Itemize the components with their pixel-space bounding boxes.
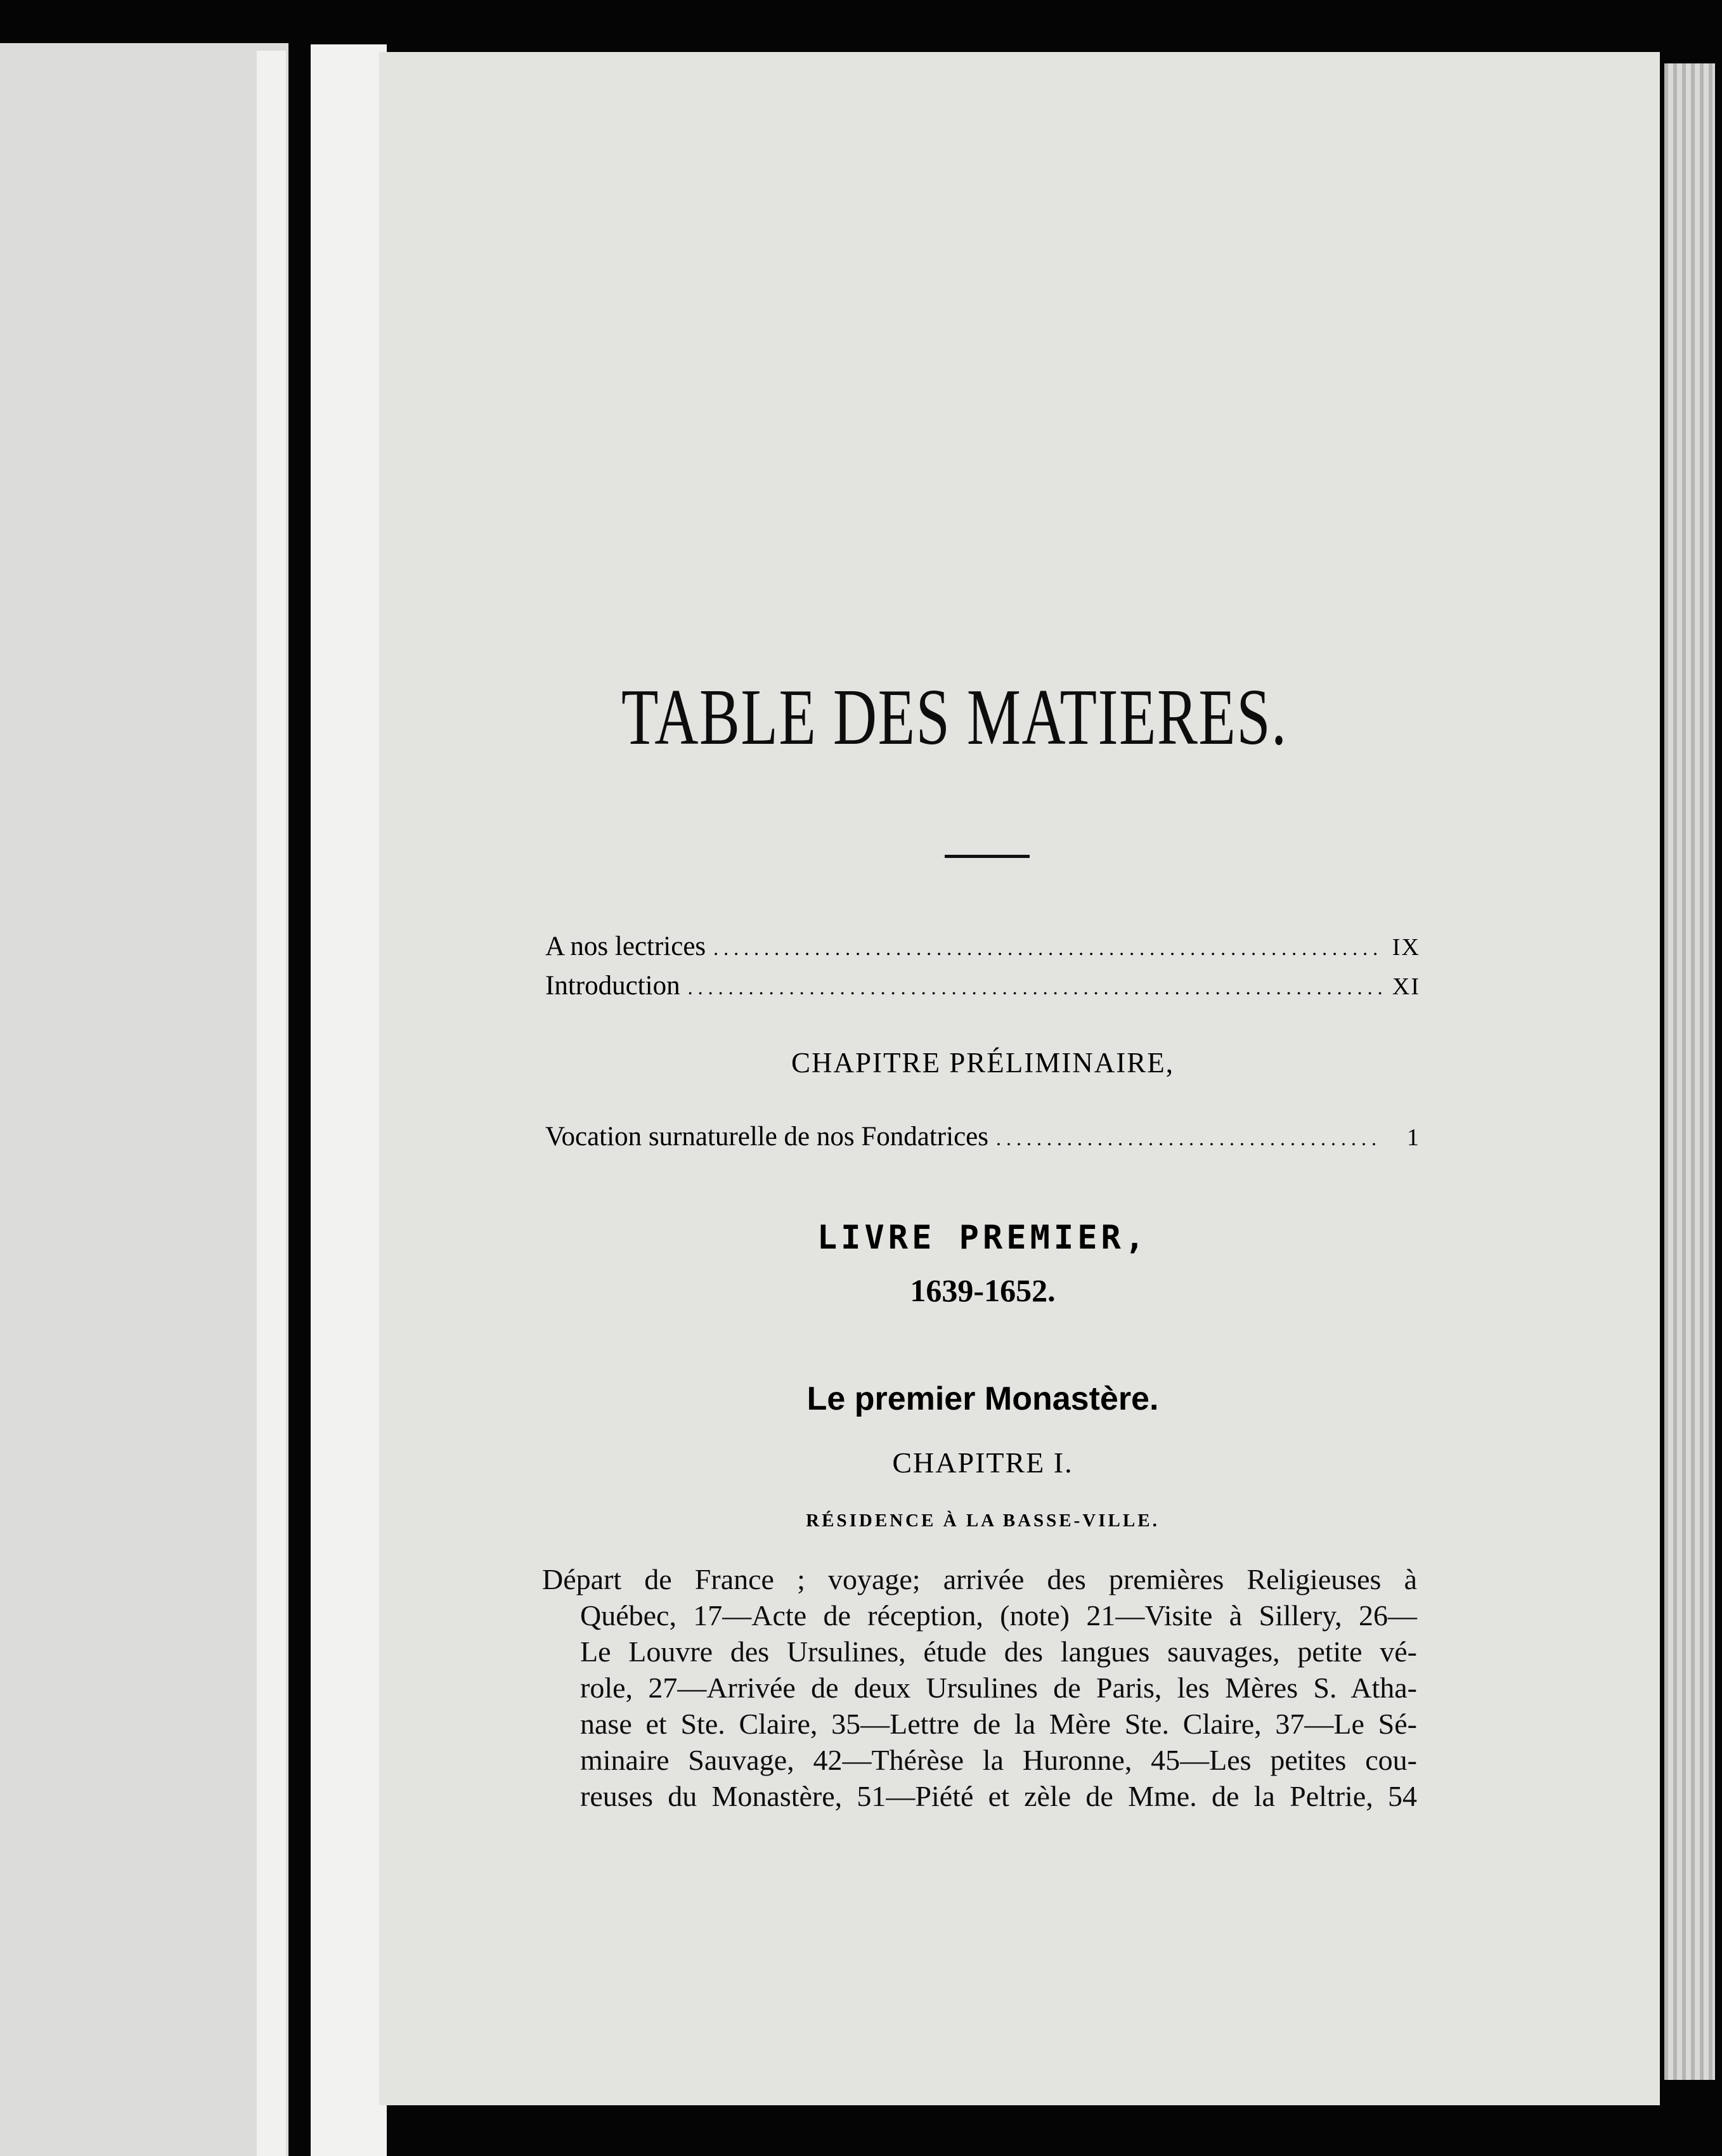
leader-dots [688,976,1382,999]
summary-line: reuses du Monastère, 51—Piété et zèle de Mme. de la Peltrie, 54 [580,1780,1417,1812]
book-gutter [257,51,286,2156]
toc-entry-page: IX [1392,934,1420,961]
summary-line: minaire Sauvage, 42—Thérèse la Huronne, 45—Les petites cou- [580,1744,1417,1776]
book-years: 1639-1652. [910,1273,1056,1308]
book-heading: LIVRE PREMIER, [817,1219,1149,1257]
page-strip [311,44,387,2156]
chapter-summary [542,1561,1417,1814]
leader-dots [713,937,1382,960]
toc-entry-vocation [545,1121,1420,1159]
summary-line: Le Louvre des Ursulines, étude des langues sauvages, petite vé- [580,1635,1417,1668]
toc-entry-label: Introduction [545,971,680,1001]
page-title: TABLE DES MATIERES. [621,673,1288,762]
toc-entry-label: A nos lectrices [545,932,706,961]
summary-line: nase et Ste. Claire, 35—Lettre de la Mère Ste. Claire, 37—Le Sé- [580,1708,1417,1740]
toc-entry-lectrices [545,931,1420,969]
title-rule [945,855,1030,858]
leader-dots [996,1127,1382,1150]
toc-entry-introduction [545,970,1420,1008]
toc-entry-page: XI [1392,973,1420,1000]
toc-entry-page: 1 [1407,1124,1420,1151]
summary-line: Départ de France ; voyage; arrivée des premières Religieuses à [542,1563,1417,1595]
toc-entry-label: Vocation surnaturelle de nos Fondatrices [545,1122,988,1152]
page-edge-stack [1664,63,1715,2080]
summary-line: Québec, 17—Acte de réception, (note) 21—Visite à Sillery, 26— [580,1599,1417,1632]
summary-line: role, 27—Arrivée de deux Ursulines de Paris, les Mères S. Atha- [580,1672,1417,1704]
preliminary-chapter-heading: CHAPITRE PRÉLIMINAIRE, [791,1047,1174,1079]
left-page-edge [0,43,288,2156]
section-heading: Le premier Monastère. [806,1380,1159,1417]
chapter-heading: CHAPITRE I. [892,1446,1073,1479]
chapter-subtitle: RÉSIDENCE À LA BASSE-VILLE. [806,1510,1160,1531]
